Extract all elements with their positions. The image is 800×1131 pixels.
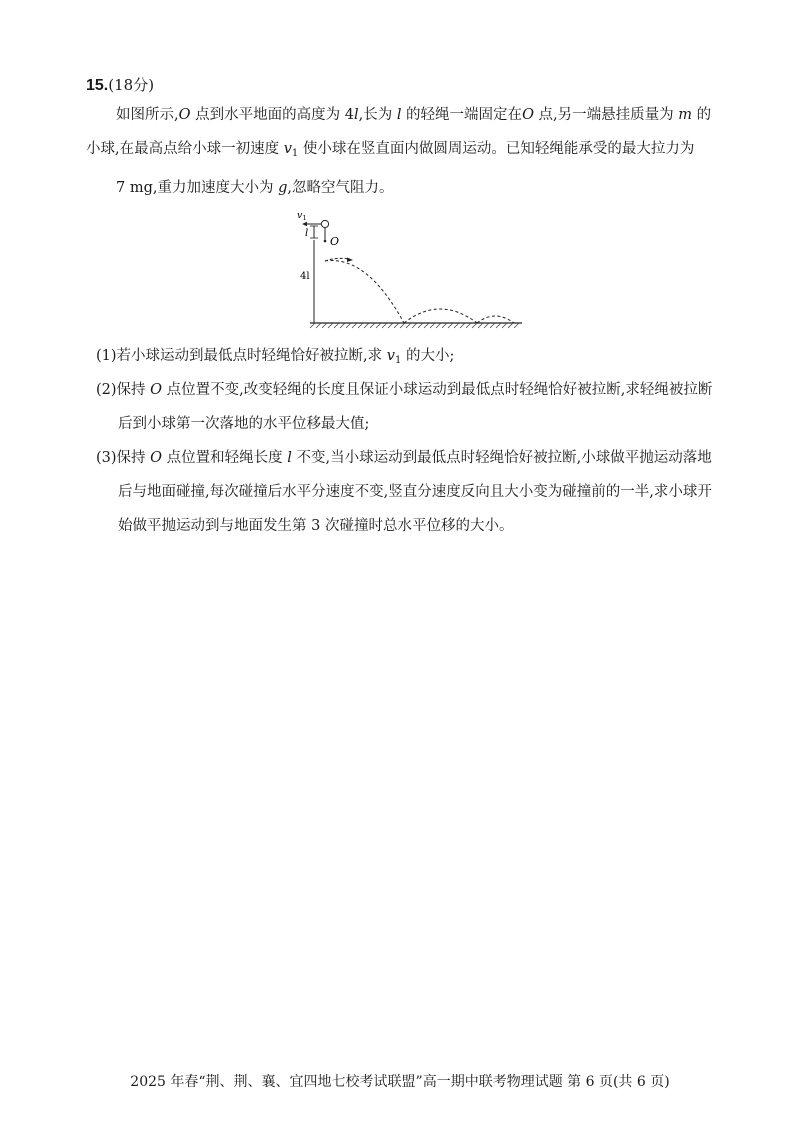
length-symbol: l <box>396 107 402 123</box>
part-text: 的大小; <box>401 348 455 364</box>
label-O: O <box>330 235 340 248</box>
intro-text: 使小球在竖直面内做圆周运动。已知轻绳能承受的最大拉力为 <box>298 141 695 157</box>
part-text: (1)若小球运动到最低点时轻绳恰好被拉断,求 <box>96 348 387 364</box>
intro-text: 点,另一端悬挂质量为 <box>533 107 679 123</box>
part-3-line-3: 始做平抛运动到与地面发生第 3 次碰撞时总水平位移的大小。 <box>118 518 514 534</box>
part-3-line-1 <box>96 441 736 475</box>
part-text: (3)保持 <box>96 450 151 466</box>
trajectory-first <box>325 261 404 323</box>
point-O-symbol: O <box>178 107 191 123</box>
velocity-subscript: 1 <box>394 355 402 366</box>
velocity-subscript: 1 <box>291 148 299 159</box>
gravity-symbol: g <box>278 180 288 196</box>
question-points: (18分) <box>108 76 155 94</box>
point-O-symbol: O <box>150 382 163 398</box>
point-O-symbol: O <box>522 107 534 123</box>
label-v-sub: 1 <box>302 214 307 222</box>
part-2 <box>96 373 736 441</box>
physics-diagram <box>292 207 524 332</box>
length-symbol: l <box>353 107 359 123</box>
velocity-symbol: v <box>386 348 395 364</box>
label-4l: 4l <box>300 271 310 282</box>
question-header <box>86 74 154 95</box>
mass-symbol: m <box>678 107 693 123</box>
part-2-line-1 <box>96 373 736 407</box>
intro-line-2 <box>86 132 736 171</box>
part-text: 点位置和轻绳长度 <box>162 450 288 466</box>
intro-text: ,忽略空气阻力。 <box>287 180 394 196</box>
page-footer: 2025 年春“荆、荆、襄、宜四地七校考试联盟”高一期中联考物理试题 第 6 页(共 6 页) <box>130 1074 670 1090</box>
intro-text: 的 <box>692 107 712 123</box>
part-text: 不变,当小球运动到最低点时轻绳恰好被拉断,小球做平抛运动落地 <box>291 450 712 466</box>
part-text: 点位置不变,改变轻绳的长度且保证小球运动到最低点时轻绳恰好被拉断,求轻绳被拉断 <box>162 382 713 398</box>
velocity-symbol: v <box>283 141 292 157</box>
part-text: (2)保持 <box>96 382 151 398</box>
intro-text: ,长为 <box>358 107 397 123</box>
intro-text: 如图所示, <box>116 107 179 123</box>
trajectory-third <box>477 316 514 323</box>
part-3 <box>96 441 736 543</box>
intro-line-1 <box>86 98 736 132</box>
intro-line-3 <box>86 171 736 205</box>
part-2-line-2: 后到小球第一次落地的水平位移最大值; <box>118 416 370 432</box>
part-3-line-2: 后与地面碰撞,每次碰撞后水平分速度不变,竖直分速度反向且大小变为碰撞前的一半,求小球开 <box>118 484 712 500</box>
label-l: l <box>305 228 309 239</box>
intro-text: 小球,在最高点给小球一初速度 <box>86 141 284 157</box>
pivot-O <box>324 240 327 243</box>
label-v: v <box>297 210 303 221</box>
velocity-arrowhead <box>302 222 307 226</box>
intro-text: 的轻绳一端固定在 <box>401 107 523 123</box>
launch-arrowhead <box>347 258 353 263</box>
ground-hatch <box>310 323 519 328</box>
ball <box>321 220 328 227</box>
length-symbol: l <box>287 450 292 466</box>
intro-text: 点到水平地面的高度为 4 <box>190 107 354 123</box>
question-number: 15. <box>86 77 109 94</box>
trajectory-second <box>404 309 477 323</box>
question-intro <box>86 98 736 205</box>
intro-text: 7 mg,重力加速度大小为 <box>116 180 279 196</box>
point-O-symbol: O <box>150 450 163 466</box>
